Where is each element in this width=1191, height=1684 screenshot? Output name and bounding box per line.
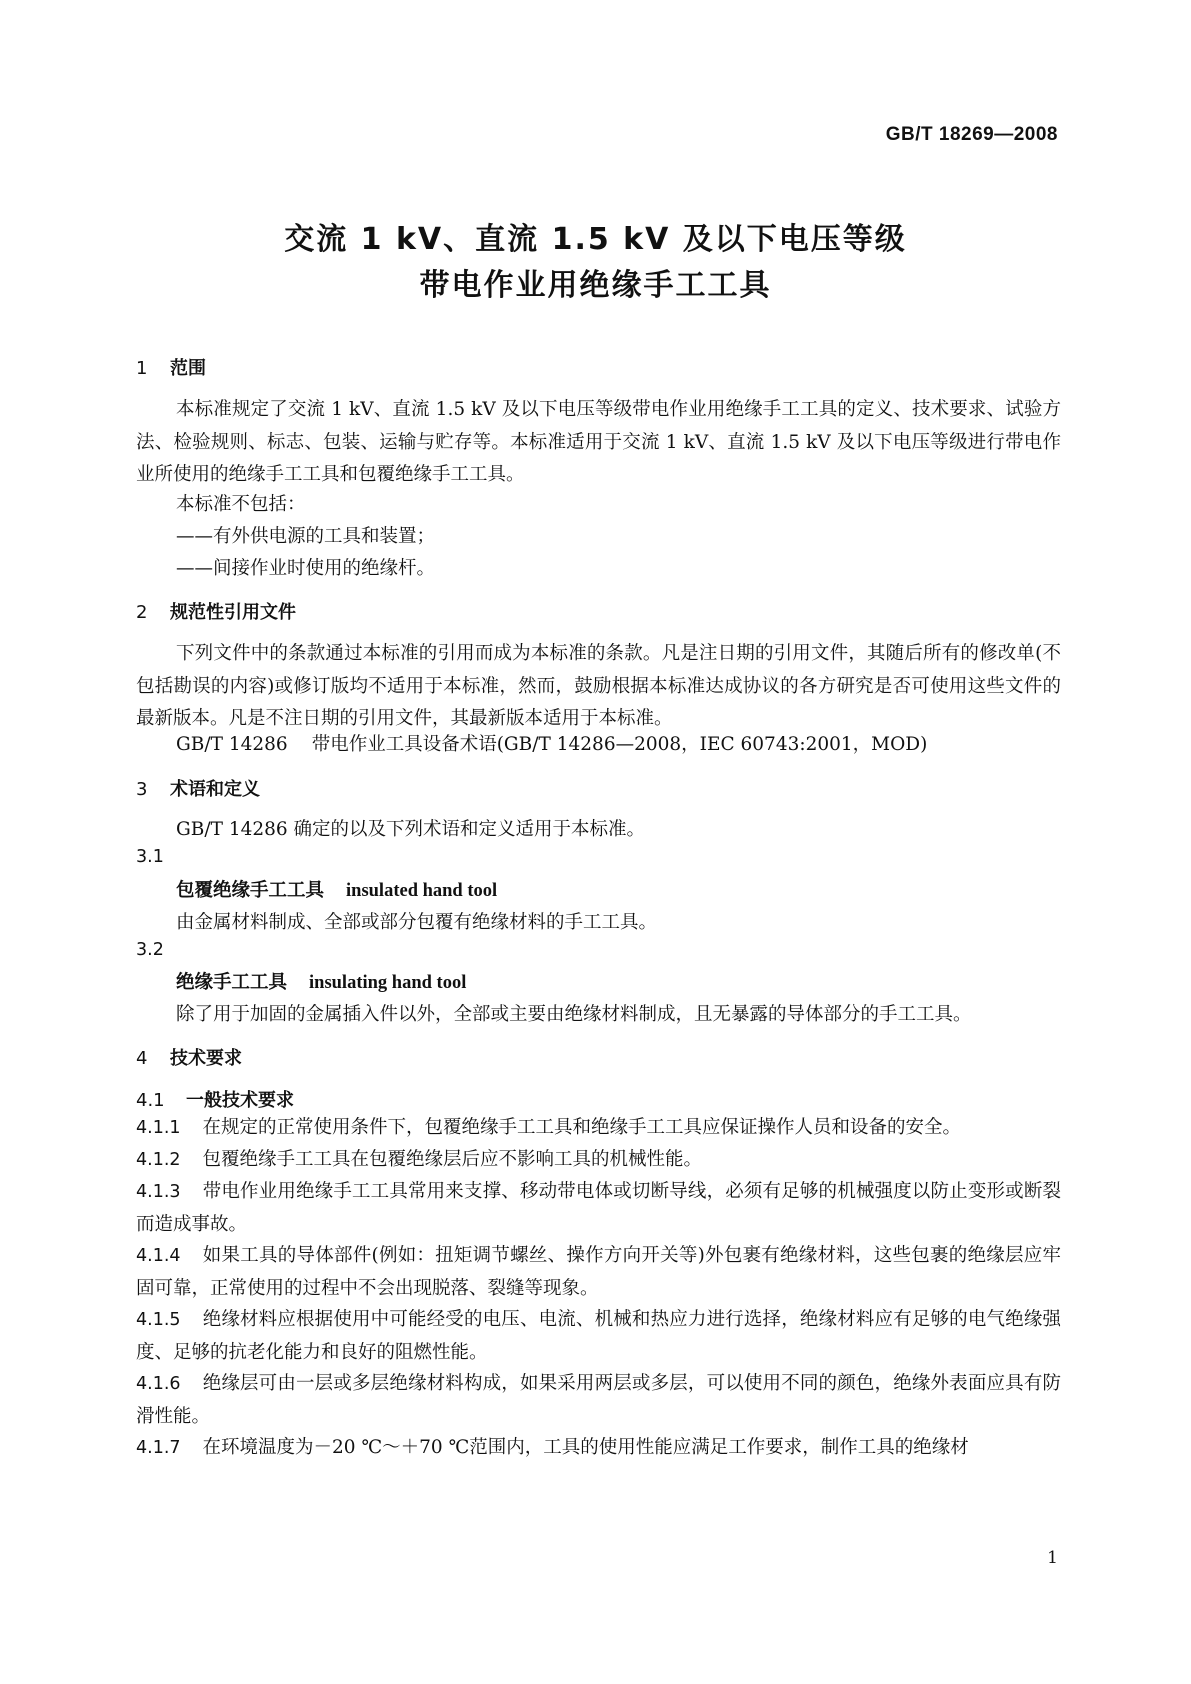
clause-text: 绝缘层可由一层或多层绝缘材料构成，如果采用两层或多层，可以使用不同的颜色，绝缘外表面应具有防滑性能。 (136, 1373, 1061, 1427)
subsection-number: 4.1 (136, 1090, 165, 1111)
normative-reference (176, 730, 927, 756)
clause-4-1-7 (136, 1432, 1061, 1465)
term-definition: 由金属材料制成、全部或部分包覆有绝缘材料的手工工具。 (176, 912, 658, 933)
term-en: insulating hand tool (309, 973, 467, 993)
clause-4-1-5 (136, 1304, 1061, 1369)
clause-text: 绝缘材料应根据使用中可能经受的电压、电流、机械和热应力进行选择，绝缘材料应有足够的电气绝缘强度、足够的抗老化能力和良好的阻燃性能。 (136, 1309, 1061, 1363)
clause-4-1-1 (136, 1112, 1061, 1145)
section-title: 技术要求 (170, 1048, 242, 1069)
section-4-heading (136, 1044, 242, 1070)
term-number: 3.2 (136, 940, 164, 960)
section-number: 1 (136, 358, 148, 379)
term-cn: 绝缘手工工具 (176, 972, 288, 993)
paragraph: 本标准规定了交流 1 kV、直流 1.5 kV 及以下电压等级带电作业用绝缘手工工具的定义、技术要求、试验方法、检验规则、标志、包装、运输与贮存等。本标准适用于交流 1 kV、直流 1.5 kV 及以下电压等级进行带电作业所使用的绝缘手工工具和包覆绝缘手工工具。 (136, 399, 1061, 485)
term-heading (176, 876, 497, 902)
clause-number: 4.1.5 (136, 1310, 181, 1330)
paragraph: GB/T 14286 确定的以及下列术语和定义适用于本标准。 (176, 819, 646, 840)
clause-text: 在规定的正常使用条件下，包覆绝缘手工工具和绝缘手工工具应保证操作人员和设备的安全。 (202, 1117, 962, 1138)
document-title-line1: 交流 1 kV、直流 1.5 kV 及以下电压等级 (284, 222, 907, 257)
section-title: 范围 (170, 358, 206, 379)
clause-4-1-4 (136, 1240, 1061, 1305)
clause-number: 4.1.3 (136, 1182, 181, 1202)
section-number: 2 (136, 602, 148, 623)
reference-title: 带电作业工具设备术语(GB/T 14286—2008，IEC 60743:2001，MOD) (311, 734, 928, 755)
section-title: 术语和定义 (170, 779, 260, 800)
subsection-4-1-heading (136, 1086, 294, 1112)
clause-number: 4.1.7 (136, 1438, 181, 1458)
clause-number: 4.1.2 (136, 1150, 181, 1170)
clause-number: 4.1.4 (136, 1246, 181, 1266)
term-number: 3.1 (136, 847, 164, 867)
term-definition: 除了用于加固的金属插入件以外，全部或主要由绝缘材料制成，且无暴露的导体部分的手工工具。 (176, 1004, 972, 1025)
clause-number: 4.1.1 (136, 1118, 181, 1138)
page-number: 1 (1047, 1548, 1058, 1568)
paragraph: 下列文件中的条款通过本标准的引用而成为本标准的条款。凡是注日期的引用文件，其随后所有的修改单(不包括勘误的内容)或修订版均不适用于本标准，然而，鼓励根据本标准达成协议的各方研究是否可使用这些文件的最新版本。凡是不注日期的引用文件，其最新版本适用于本标准。 (136, 643, 1061, 729)
subsection-title: 一般技术要求 (186, 1090, 294, 1111)
list-item: ——有外供电源的工具和装置； (176, 526, 436, 547)
section-2-heading (136, 598, 296, 624)
term-en: insulated hand tool (346, 881, 498, 901)
reference-code: GB/T 14286 (176, 734, 288, 755)
section-title: 规范性引用文件 (170, 602, 296, 623)
section-number: 4 (136, 1048, 148, 1069)
section-number: 3 (136, 779, 148, 800)
clause-4-1-3 (136, 1176, 1061, 1241)
clause-text: 带电作业用绝缘手工工具常用来支撑、移动带电体或切断导线，必须有足够的机械强度以防止变形或断裂而造成事故。 (136, 1181, 1061, 1235)
section-1-heading (136, 354, 206, 380)
clause-4-1-2 (136, 1144, 1061, 1177)
standard-code: GB/T 18269—2008 (885, 124, 1058, 145)
term-heading (176, 968, 466, 994)
clause-text: 在环境温度为－20 ℃～＋70 ℃范围内，工具的使用性能应满足工作要求，制作工具的绝缘材 (202, 1437, 969, 1458)
term-cn: 包覆绝缘手工工具 (176, 880, 325, 901)
clause-4-1-6 (136, 1368, 1061, 1433)
clause-text: 如果工具的导体部件(例如：扭矩调节螺丝、操作方向开关等)外包裹有绝缘材料，这些包裹的绝缘层应牢固可靠，正常使用的过程中不会出现脱落、裂缝等现象。 (136, 1245, 1061, 1299)
clause-number: 4.1.6 (136, 1374, 181, 1394)
clause-text: 包覆绝缘手工工具在包覆绝缘层后应不影响工具的机械性能。 (202, 1149, 703, 1170)
section-3-heading (136, 775, 260, 801)
list-item: ——间接作业时使用的绝缘杆。 (176, 558, 436, 579)
paragraph: 本标准不包括： (176, 494, 306, 515)
document-title-line2: 带电作业用绝缘手工工具 (419, 268, 772, 303)
